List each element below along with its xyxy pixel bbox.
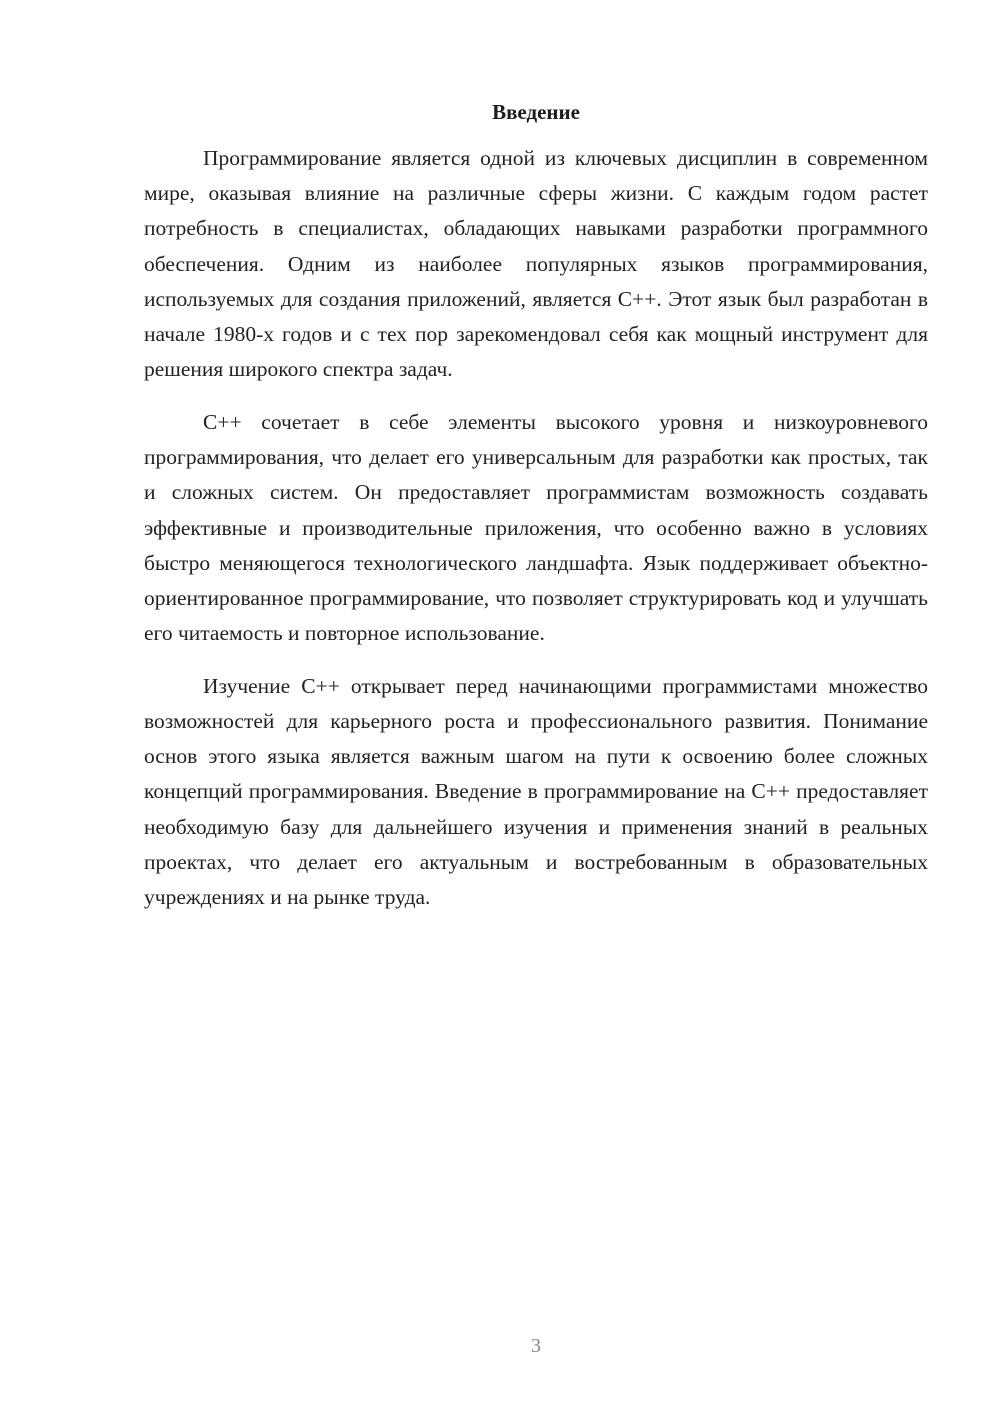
page-number: 3	[531, 1335, 541, 1357]
paragraph: C++ сочетает в себе элементы высокого уровня и низкоуровневого программирования, что делает его универсальным для разработки как простых, так и сложных систем. Он предоставляет программистам возможность создавать эффективные и производительные приложения, что особенно важно в условиях быстро меняющегося технологического ландшафта. Язык поддерживает объектно-ориентированное программирование, что позволяет структурировать код и улучшать его читаемость и повторное использование.	[144, 409, 928, 646]
paragraph: Изучение C++ открывает перед начинающими программистами множество возможностей для карьерного роста и профессионального развития. Понимание основ этого языка является важным шагом на пути к освоению более сложных концепций программирования. Введение в программирование на C++ предоставляет необходимую базу для дальнейшего изучения и применения знаний в реальных проектах, что делает его актуальным и востребованным в образовательных учреждениях и на рынке труда.	[144, 673, 928, 910]
body-text	[144, 141, 928, 933]
section-title: Введение	[492, 100, 580, 124]
paragraph: Программирование является одной из ключевых дисциплин в современном мире, оказывая влияние на различные сферы жизни. С каждым годом растет потребность в специалистах, обладающих навыками разработки программного обеспечения. Одним из наиболее популярных языков программирования, используемых для создания приложений, является C++. Этот язык был разработан в начале 1980-х годов и с тех пор зарекомендовал себя как мощный инструмент для решения широкого спектра задач.	[144, 146, 928, 382]
